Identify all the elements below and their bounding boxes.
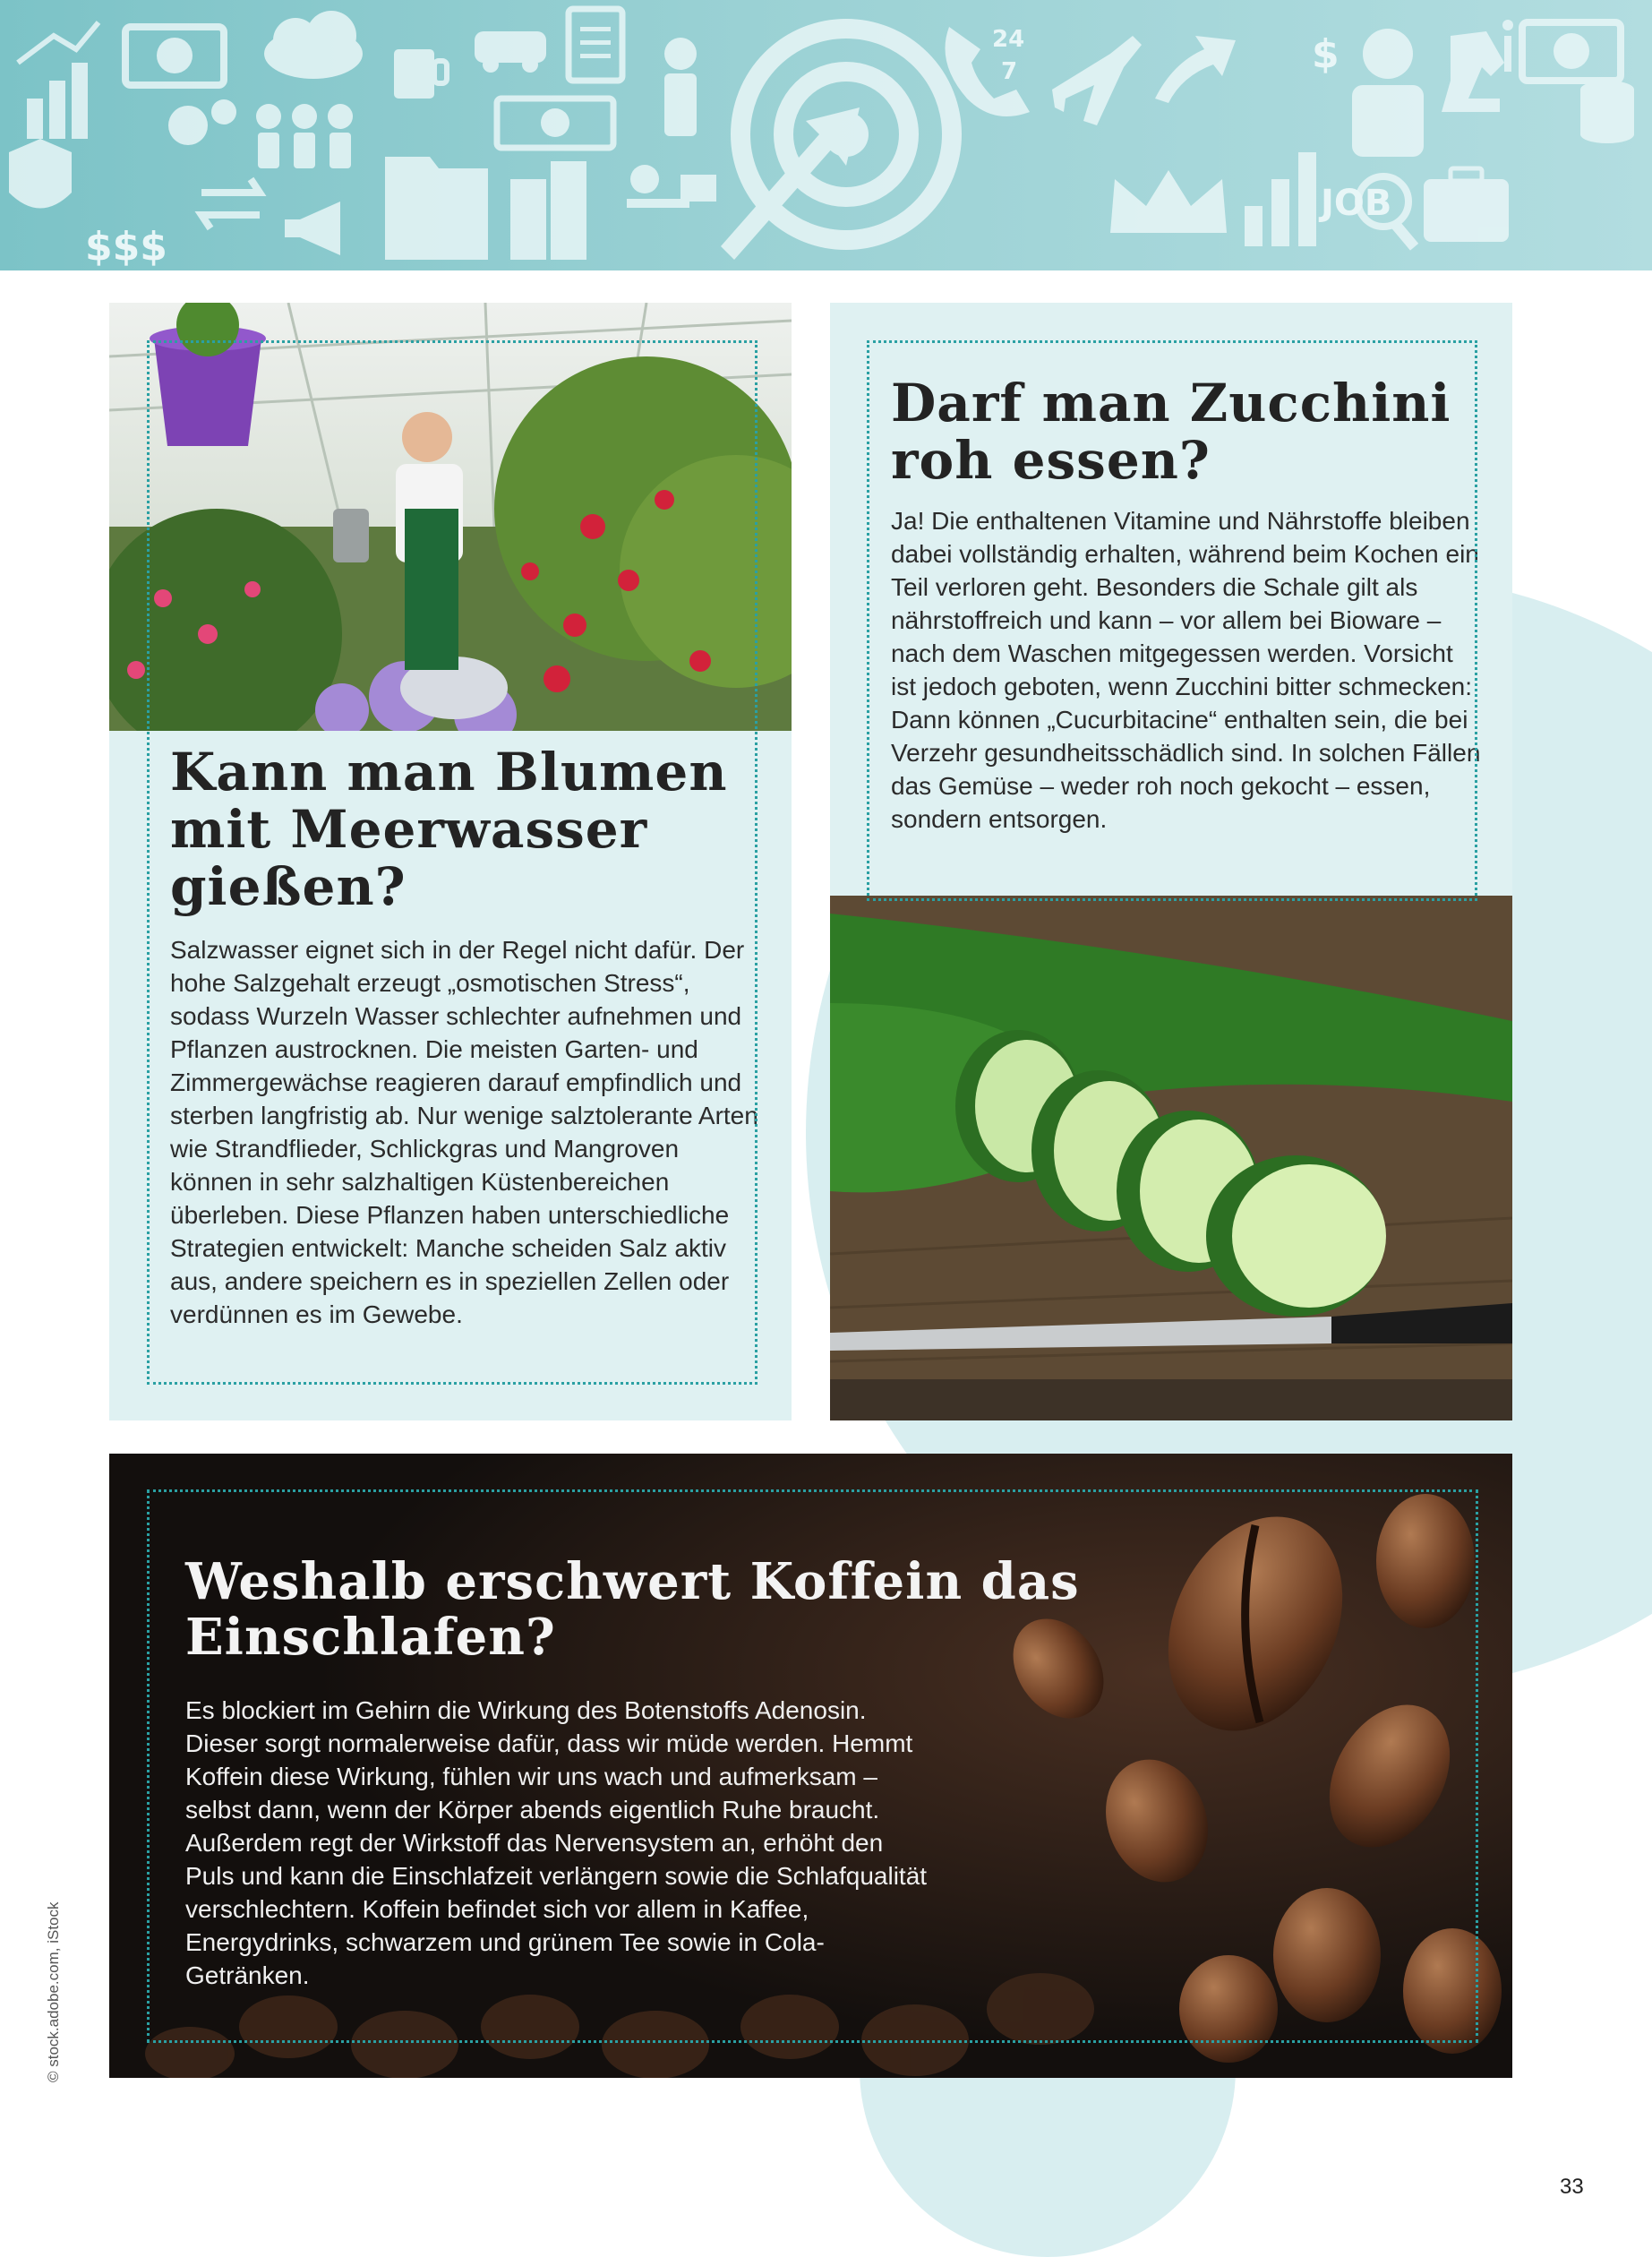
document-icon bbox=[569, 9, 622, 81]
money-icon bbox=[497, 99, 613, 148]
businessman-icon bbox=[1352, 29, 1424, 157]
page-number: 33 bbox=[1560, 2175, 1584, 2199]
shield-check-icon bbox=[9, 139, 72, 209]
arrow-up-icon bbox=[1155, 36, 1236, 103]
article-body: Ja! Die enthaltenen Vitamine und Nährstoffe bleiben dabei vollständig erhalten, während beim Kochen ein Teil verloren geht. Besonders die Schale gilt als nährstoffreich und kann – vor allem bei Bioware – nach dem Waschen mitgegessen werden. Vorsicht ist jedoch geboten, wenn Zucchini bitter schmecken: Dann können „Cucurbitacine“ enthalten sein, die bei Verzehr gesundheitsschädlich sind. In solchen Fällen das Gemüse – weder roh noch gekocht – essen, sondern entsorgen. bbox=[891, 507, 1481, 833]
article-title: Darf man Zucchini roh essen? bbox=[891, 373, 1451, 491]
buildings-icon bbox=[510, 161, 586, 260]
chart-icon bbox=[1245, 152, 1316, 246]
article-card-flowers bbox=[109, 303, 792, 1420]
zucchini-photo bbox=[830, 896, 1512, 1420]
label-dollar: $ bbox=[1312, 31, 1340, 77]
label-24: 24 bbox=[992, 26, 1025, 53]
briefcase-icon bbox=[1424, 168, 1509, 242]
article-body: Es blockiert im Gehirn die Wirkung des Botenstoffs Adenosin. Dieser sorgt normalerweise dafür, dass wir müde werden. Hemmt Koffein diese Wirkung, fühlen wir uns wach und aufmerksam – selbst dann, wenn der Körper abends eigentlich Ruhe braucht. Außerdem regt der Wirkstoff das Nervensystem an, erhöht den Puls und kann die Einschlafzeit verlängern sowie die Schlafqualität verschlechtern. Koffein befindet sich vor allem in Kaffee, Energydrinks, schwarzem und grünem Tee sowie in Cola-Getränken. bbox=[185, 1696, 928, 1989]
dollar-bill-icon bbox=[125, 27, 224, 85]
article-card-zucchini bbox=[830, 303, 1512, 1420]
airplane-icon bbox=[1052, 36, 1142, 125]
folder-icon bbox=[385, 157, 488, 260]
photo-credit: © stock.adobe.com, iStock bbox=[45, 1901, 62, 2082]
exchange-arrows-icon bbox=[201, 179, 260, 228]
info-icon bbox=[1502, 20, 1513, 72]
label-dollars: $$$ bbox=[85, 224, 167, 270]
article-title: Weshalb erschwert Koffein das Einschlafen? bbox=[185, 1552, 1080, 1667]
coins-icon bbox=[1580, 81, 1634, 143]
gear-icon bbox=[168, 99, 236, 145]
greenhouse-photo bbox=[109, 303, 792, 731]
cloud-network-icon bbox=[264, 11, 363, 79]
desk-worker-icon bbox=[627, 165, 716, 208]
team-icon bbox=[256, 104, 353, 168]
taxi-icon bbox=[475, 31, 546, 73]
article-body: Salzwasser eignet sich in der Regel nicht dafür. Der hohe Salzgehalt erzeugt „osmotischen Stress“, sodass Wurzeln Wasser schlechter aufnehmen und Pflanzen austrocknen. Die meisten Garten- und Zimmergewächse reagieren darauf empfindlich und sterben langfristig ab. Nur wenige salztolerante Arten wie Strandflieder, Schlickgras und Mangroven können in sehr salzhaltigen Küstenbereichen überleben. Diese Pflanzen haben unterschiedliche Strategien entwickelt: Manche scheiden Salz aktiv aus, andere speichern es in speziellen Zellen oder verdünnen es im Gewebe. bbox=[170, 936, 758, 1328]
label-7: 7 bbox=[1001, 58, 1018, 85]
megaphone-icon bbox=[285, 202, 340, 255]
banner-icons bbox=[0, 0, 1652, 270]
article-card-coffee bbox=[109, 1454, 1512, 2078]
crown-icon bbox=[1110, 170, 1227, 233]
label-job: JOB bbox=[1321, 183, 1392, 224]
target-icon bbox=[721, 29, 952, 260]
chart-icon bbox=[18, 22, 98, 139]
chess-knight-icon bbox=[1442, 31, 1504, 112]
mug-icon bbox=[394, 49, 447, 99]
article-title: Kann man Blumen mit Meerwasser gießen? bbox=[170, 742, 728, 917]
dollar-bill-icon bbox=[1522, 22, 1621, 81]
header-banner bbox=[0, 0, 1652, 270]
businessman-icon bbox=[664, 38, 697, 136]
